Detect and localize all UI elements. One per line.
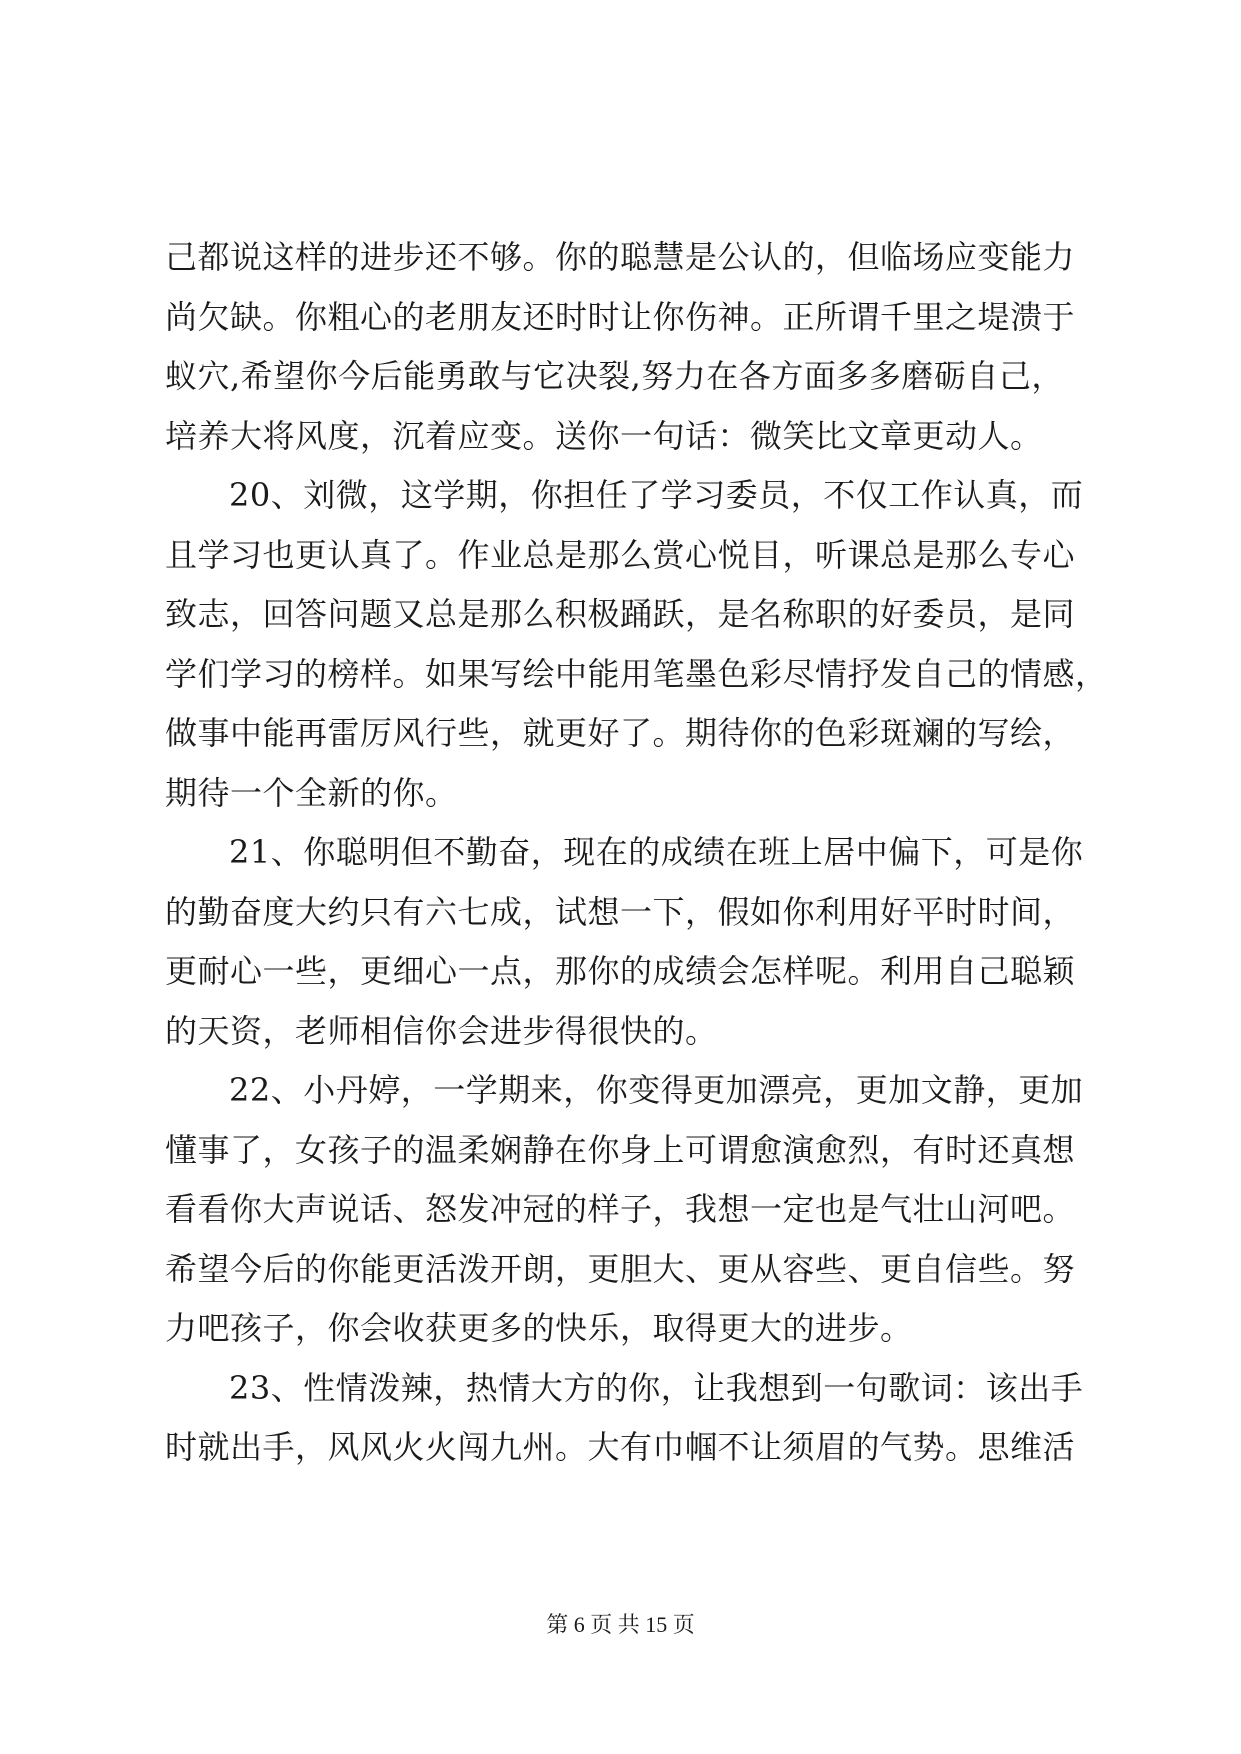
text-line: 懂事了，女孩子的温柔娴静在你身上可谓愈演愈烈，有时还真想 [165,1130,1076,1169]
paragraph-start-23: 23、性情泼辣，热情大方的你，让我想到一句歌词：该出手 [229,1368,1084,1407]
text-line: 培养大将风度，沉着应变。送你一句话：微笑比文章更动人。 [165,416,1043,455]
text-line: 且学习也更认真了。作业总是那么赏心悦目，听课总是那么专心 [165,535,1076,574]
text-line: 尚欠缺。你粗心的老朋友还时时让你伤神。正所谓千里之堤溃于 [165,297,1076,336]
paragraph-start-22: 22、小丹婷，一学期来，你变得更加漂亮，更加文静，更加 [229,1071,1084,1109]
paragraph-start-21: 21、你聪明但不勤奋，现在的成绩在班上居中偏下，可是你 [229,833,1084,871]
text-line: 力吧孩子，你会收获更多的快乐，取得更大的进步。 [165,1309,913,1347]
text-line: 蚁穴,希望你今后能勇敢与它决裂,努力在各方面多多磨砺自己， [165,357,1064,395]
text-line: 更耐心一些，更细心一点，那你的成绩会怎样呢。利用自己聪颖 [165,952,1076,990]
text-line: 看看你大声说话、怒发冲冠的样子，我想一定也是气壮山河吧。 [165,1190,1076,1228]
text-line: 的勤奋度大约只有六七成，试想一下，假如你利用好平时时间， [165,892,1076,931]
text-line: 时就出手，风风火火闯九州。大有巾帼不让须眉的气势。思维活 [165,1428,1076,1466]
page-footer [0,1608,1241,1639]
text-line: 希望今后的你能更活泼开朗，更胆大、更从容些、更自信些。努 [165,1249,1076,1288]
text-line: 做事中能再雷厉风行些，就更好了。期待你的色彩斑斓的写绘， [165,714,1076,752]
text-line: 学们学习的榜样。如果写绘中能用笔墨色彩尽情抒发自己的情感， [165,654,1108,693]
text-line: 的天资，老师相信你会进步得很快的。 [165,1011,718,1050]
text-line: 己都说这样的进步还不够。你的聪慧是公认的，但临场应变能力 [165,238,1076,276]
text-line: 期待一个全新的你。 [165,773,458,812]
document-body [165,228,1108,1478]
page-number-label: 第 6 页 共 15 页 [546,1612,695,1637]
text-line: 致志，回答问题又总是那么积极踊跃，是名称职的好委员，是同 [165,595,1076,633]
paragraph-start-20: 20、刘微，这学期，你担任了学习委员，不仅工作认真，而 [229,476,1084,514]
